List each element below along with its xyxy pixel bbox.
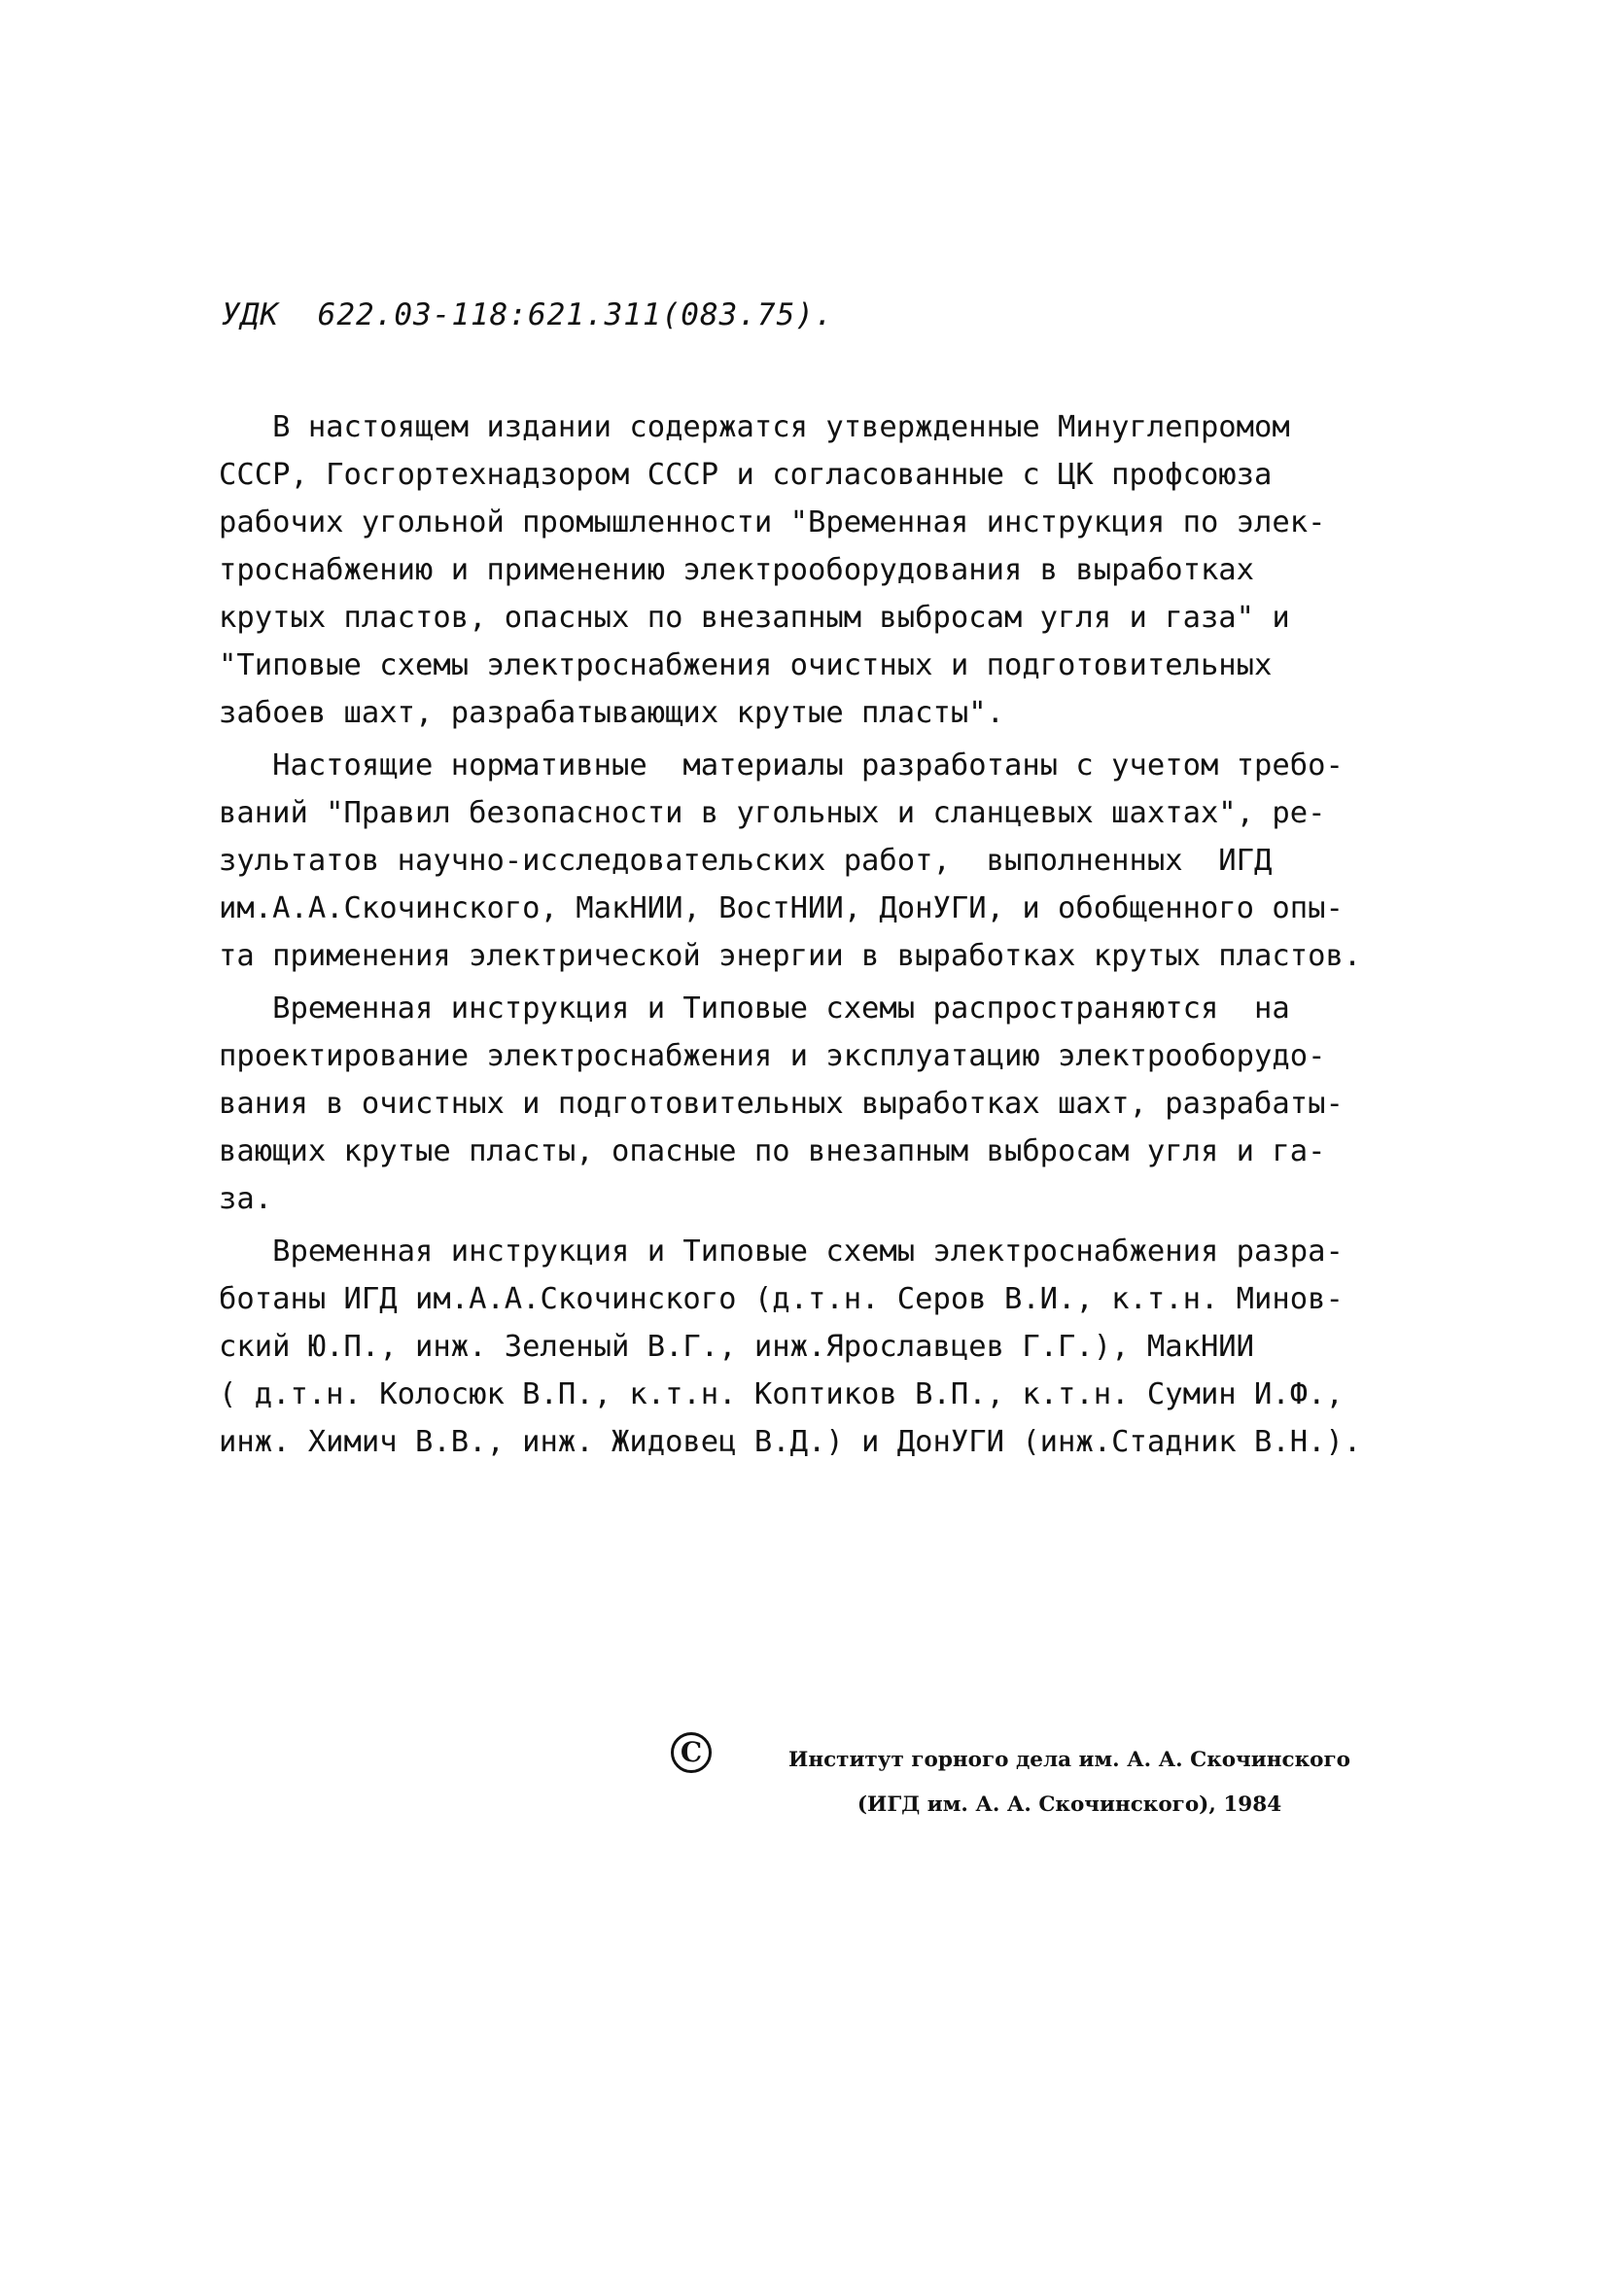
text-line: забоев шахт, разрабатывающих крутые пласты". xyxy=(219,696,1004,730)
text-line: Настоящие нормативные материалы разработаны с учетом требо- xyxy=(219,748,1344,783)
text-line: им.А.А.Скочинского, МакНИИ, ВостНИИ, ДонУГИ, и обобщенного опы- xyxy=(219,891,1344,925)
text-line: ( д.т.н. Колосюк В.П., к.т.н. Коптиков В.П., к.т.н. Сумин И.Ф., xyxy=(219,1377,1344,1411)
text-line: ботаны ИГД им.А.А.Скочинского (д.т.н. Серов В.И., к.т.н. Минов- xyxy=(219,1282,1344,1316)
copyright-icon: C xyxy=(671,1732,712,1773)
text-line: вания в очистных и подготовительных выработках шахт, разрабаты- xyxy=(219,1087,1344,1121)
text-line: ваний "Правил безопасности в угольных и сланцевых шахтах", ре- xyxy=(219,796,1326,830)
text-line: СССР, Госгортехнадзором СССР и согласованные с ЦК профсоюза xyxy=(219,458,1273,492)
text-line: "Типовые схемы электроснабжения очистных и подготовительных xyxy=(219,648,1273,682)
udk-code: 622.03-118:621.311(083.75). xyxy=(317,297,834,332)
text-line: инж. Химич В.В., инж. Жидовец В.Д.) и ДонУГИ (инж.Стадник В.Н.). xyxy=(219,1425,1362,1459)
text-line: В настоящем издании содержатся утвержденные Минуглепромом xyxy=(219,410,1290,444)
text-line: ский Ю.П., инж. Зеленый В.Г., инж.Ярославцев Г.Г.), МакНИИ xyxy=(219,1330,1255,1364)
udk-label: УДК xyxy=(222,297,279,332)
publisher-imprint xyxy=(758,1738,1381,1827)
text-line: за. xyxy=(219,1182,273,1216)
text-line: рабочих угольной промышленности "Временная инструкция по элек- xyxy=(219,505,1326,539)
text-line: зультатов научно-исследовательских работ, выполненных ИГД xyxy=(219,844,1273,878)
text-line: Временная инструкция и Типовые схемы распространяются на xyxy=(219,991,1290,1026)
text-line: крутых пластов, опасных по внезапным выбросам угля и газа" и xyxy=(219,601,1290,635)
publisher-name: Институт горного дела им. А. А. Скочинского xyxy=(788,1748,1350,1772)
text-line: проектирование электроснабжения и эксплуатацию электрооборудо- xyxy=(219,1039,1326,1073)
publisher-abbrev-year: (ИГД им. А. А. Скочинского), 1984 xyxy=(856,1792,1282,1817)
udk-classification xyxy=(222,297,834,332)
text-line: та применения электрической энергии в выработках крутых пластов. xyxy=(219,939,1362,973)
body-text xyxy=(219,403,1410,1466)
text-line: троснабжению и применению электрооборудования в выработках xyxy=(219,553,1255,587)
text-line: Временная инструкция и Типовые схемы электроснабжения разра- xyxy=(219,1235,1344,1269)
text-line: вающих крутые пласты, опасные по внезапным выбросам угля и га- xyxy=(219,1134,1326,1168)
